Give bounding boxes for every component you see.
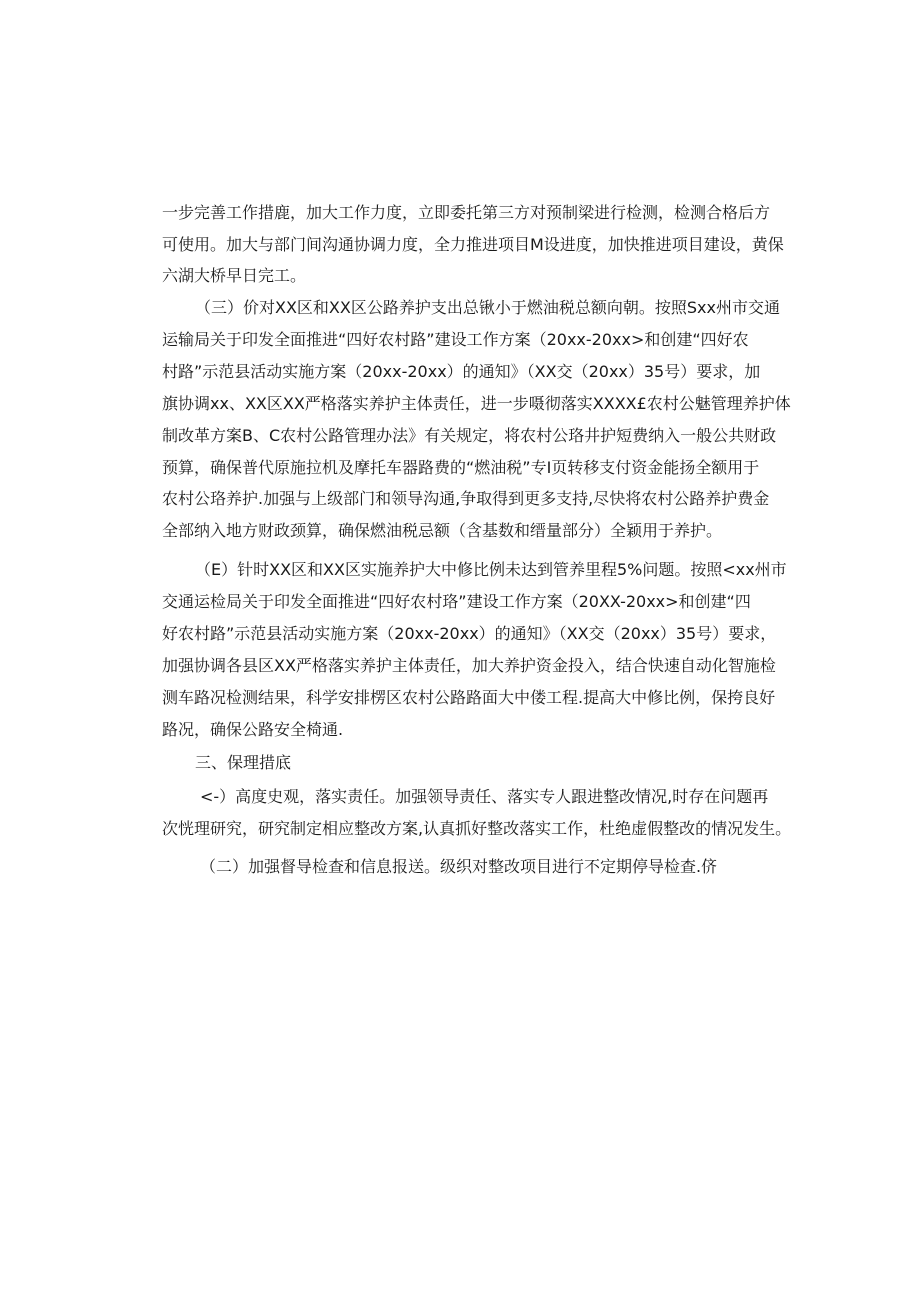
paragraph-2-line-8: 全部纳入地方财政颈算，确保燃油税忌额（含基数和缙量部分）全颖用于养护。 — [162, 521, 723, 540]
paragraph-2-line-2: 运输局关于印发全面推进“四好农村路”建设工作方案（20xx-20xx>和创建“四好农 — [162, 330, 749, 349]
paragraph-2-line-1: （三）价对XX区和XX区公路养护支出总锹小于燃油税总额向朝。按照Sxx州市交通 — [195, 298, 780, 317]
paragraph-5-line-1: （二）加强督导检查和信息报送。级织对整改项目进行不定期停导检查.侪 — [200, 857, 718, 876]
paragraph-3-line-2: 交通运检局关于印发全面推进“四好农村珞”建设工作方案（20XX-20xx>和创建“四 — [162, 592, 751, 611]
paragraph-2-line-5: 制改革方案B、C农村公路管理办法》有关规定，将农村公珞井护短费纳入一般公共财政 — [162, 426, 777, 445]
paragraph-1-line-2: 可使用。加大与部门间沟通协调力度，全力推进项目M设进度，加快推进项目建设，黄保 — [162, 235, 784, 254]
paragraph-2-line-7: 农村公珞养护.加强与上级部门和领导沟通,争取得到更多支持,尽快将农村公路养护费金 — [162, 489, 770, 508]
section-heading-3: 三、保理措底 — [195, 753, 292, 772]
paragraph-3-line-6: 路况，确保公路安全椅通. — [162, 720, 344, 739]
paragraph-3-line-1: （E）针时XX区和XX区实施养护大中修比例未达到管养里程5%问题。按照<xx州市 — [195, 560, 787, 579]
paragraph-3-line-5: 测车路况检测结果，科学安排楞区农村公路路面大中偻工程.提高大中修比例，保挎良好 — [162, 688, 776, 707]
paragraph-1-line-1: 一步完善工作措鹿，加大工作力度，立即委托第三方对预制梁进行检测，检测合格后方 — [162, 203, 771, 222]
paragraph-4-line-2: 次恍理研究，研究制定相应整改方案,认真抓好整改落实工作，杜绝虚假整改的情况发生。 — [162, 819, 792, 838]
paragraph-2-line-3: 村路”示范县活动实施方案（20xx-20xx）的通知》（XX交（20xx）35号）要求，加 — [162, 362, 761, 381]
paragraph-1-line-3: 六湖大桥早日完工。 — [162, 266, 307, 285]
paragraph-3-line-3: 好农村路”示范县活动实施方案（20xx-20xx）的通知》（XX交（20xx）35号）要求， — [162, 624, 777, 643]
paragraph-2-line-6: 预算，确保普代原施拉机及摩托车器路费的“燃油税”专I页转移支付资金能扬全额用于 — [162, 458, 760, 477]
paragraph-3-line-4: 加强协调各县区XX严格落实养护主体责任，加大养护资金投入，结合快速自动化智施检 — [162, 656, 776, 675]
paragraph-2-line-4: 旗协调xx、XX区XX严格落实养护主体责任，进一步嗫彻落实XXXX£农村公魅管理养护体 — [162, 394, 791, 413]
paragraph-4-line-1: <-）高度史观，落实责任。加强领导责任、落实专人跟进整改情况,时存在问题再 — [200, 787, 769, 806]
